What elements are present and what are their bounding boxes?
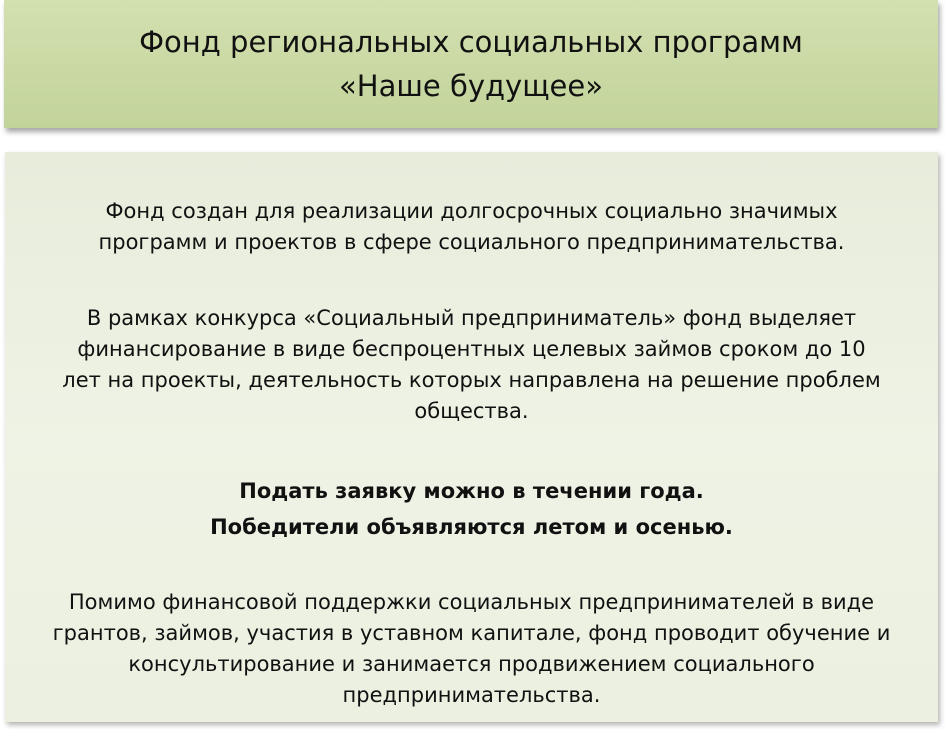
highlight-line: Подать заявку можно в течении года. <box>239 479 704 503</box>
page-title-line-1: Фонд региональных социальных программ <box>139 25 803 59</box>
highlight-line: Победители объявляются летом и осенью. <box>210 515 733 539</box>
title-banner <box>4 0 938 128</box>
text-line: В рамках конкурса «Социальный предприниматель» фонд выделяет <box>86 306 857 330</box>
text-line: грантов, займов, участия в уставном капитале, фонд проводит обучение и <box>52 621 891 645</box>
text-line: Помимо финансовой поддержки социальных предпринимателей в виде <box>68 590 875 614</box>
text-line: общества. <box>414 399 529 423</box>
text-line: лет на проекты, деятельность которых направлена на решение проблем <box>62 368 881 392</box>
page-title-line-2: «Наше будущее» <box>339 69 603 103</box>
text-line: Фонд создан для реализации долгосрочных социально значимых <box>105 199 838 223</box>
text-line: финансирование в виде беспроцентных целевых займов сроком до 10 <box>77 337 866 361</box>
intro-paragraph <box>5 196 938 258</box>
support-paragraph <box>5 587 938 711</box>
text-line: программ и проектов в сфере социального предпринимательства. <box>98 230 845 254</box>
text-line: предпринимательства. <box>342 683 601 707</box>
content-panel <box>5 152 938 722</box>
text-line: консультирование и занимается продвижением социального <box>128 652 815 676</box>
contest-paragraph <box>5 303 938 427</box>
deadline-highlight <box>5 473 938 545</box>
